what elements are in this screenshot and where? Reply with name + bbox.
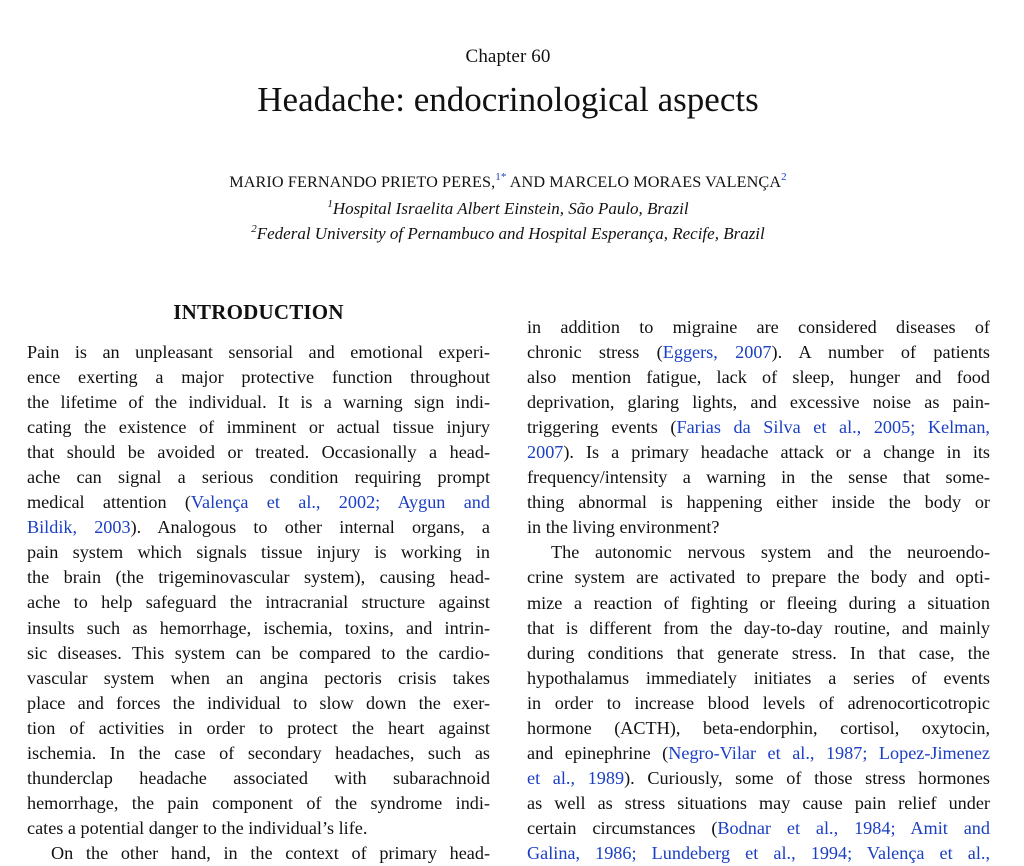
text-segment: The autonomic nervous system and the neuroendo- xyxy=(551,542,990,563)
text-line xyxy=(527,666,990,691)
citation-link[interactable]: 2007 xyxy=(527,442,564,463)
text-segment: sic diseases. This system can be compared to the cardio- xyxy=(27,642,490,663)
citation-link[interactable]: Bodnar et al., 1984; Amit and xyxy=(717,817,990,838)
citation-link[interactable]: et al., 1989 xyxy=(527,767,625,788)
citation-link[interactable]: Eggers, 2007 xyxy=(662,342,772,363)
affiliation-1-text: Hospital Israelita Albert Einstein, São Paulo, Brazil xyxy=(332,199,689,218)
text-line xyxy=(527,641,990,666)
text-line xyxy=(27,641,490,666)
text-line xyxy=(27,590,490,615)
text-line xyxy=(27,616,490,641)
text-line xyxy=(527,816,990,841)
text-segment: ). A number of patients xyxy=(771,342,990,363)
text-segment: ). Analogous to other internal organs, a xyxy=(130,517,490,538)
text-line xyxy=(527,691,990,716)
text-line xyxy=(527,490,990,515)
text-segment: chronic stress ( xyxy=(527,342,663,363)
text-line xyxy=(527,465,990,490)
text-line xyxy=(527,591,990,616)
affiliation-2-number: 2 xyxy=(251,223,257,235)
text-segment: crine system are activated to prepare the body and opti- xyxy=(527,567,990,588)
text-line xyxy=(527,540,990,565)
chapter-title: Headache: endocrinological aspects xyxy=(257,80,759,119)
citation-link[interactable]: Valença et al., 2002; Aygun and xyxy=(190,492,490,513)
text-segment: ischemia. In the case of secondary headaches, such as xyxy=(27,742,490,763)
text-line xyxy=(527,390,990,415)
text-segment: in addition to migraine are considered diseases of xyxy=(527,317,990,337)
text-line xyxy=(27,365,490,390)
affiliation-1 xyxy=(0,199,1016,219)
text-line xyxy=(27,490,490,515)
text-segment: deprivation, glaring lights, and excessive noise as pain- xyxy=(527,392,990,413)
text-segment: place and forces the individual to slow down the exer- xyxy=(27,692,490,713)
chapter-number: Chapter 60 xyxy=(465,46,551,67)
text-line xyxy=(27,540,490,565)
text-line xyxy=(527,565,990,590)
text-line xyxy=(527,616,990,641)
text-line xyxy=(527,841,990,866)
text-line xyxy=(527,415,990,440)
text-line xyxy=(27,766,490,791)
section-heading-introduction: INTRODUCTION xyxy=(173,300,344,324)
text-line xyxy=(527,515,990,540)
text-segment: and epinephrine ( xyxy=(527,742,669,763)
text-segment: also mention fatigue, lack of sleep, hunger and food xyxy=(527,367,990,388)
text-line xyxy=(27,415,490,440)
text-segment: ). Curiously, some of those stress hormones xyxy=(624,767,990,788)
right-text-column xyxy=(527,315,990,866)
text-line xyxy=(27,565,490,590)
affiliation-1-number: 1 xyxy=(327,198,333,210)
text-segment: that should be avoided or treated. Occasionally a head- xyxy=(27,442,490,463)
text-line xyxy=(527,440,990,465)
text-line xyxy=(27,816,490,841)
text-segment: the brain (the trigeminovascular system), causing head- xyxy=(27,567,490,588)
text-segment: ache can signal a serious condition requiring prompt xyxy=(27,467,490,488)
citation-link[interactable]: Negro-Vilar et al., 1987; Lopez-Jimenez xyxy=(668,742,990,763)
text-segment: medical attention ( xyxy=(27,492,191,513)
text-segment: as well as stress situations may cause pain relief under xyxy=(527,792,990,813)
author-1-name: MARIO FERNANDO PRIETO PERES, xyxy=(229,173,496,191)
text-segment: On the other hand, in the context of primary head- xyxy=(51,842,490,863)
text-line xyxy=(527,716,990,741)
text-line xyxy=(527,741,990,766)
text-segment: mize a reaction of fighting or fleeing during a situation xyxy=(527,592,990,613)
text-line xyxy=(27,390,490,415)
text-segment: in order to increase blood levels of adrenocorticotropic xyxy=(527,692,990,713)
text-segment: ence exerting a major protective function throughout xyxy=(27,367,490,388)
author-2-name: AND MARCELO MORAES VALENÇA xyxy=(509,173,782,191)
text-segment: cating the existence of imminent or actual tissue injury xyxy=(27,417,490,438)
text-segment: the lifetime of the individual. It is a warning sign indi- xyxy=(27,392,490,413)
text-line xyxy=(27,465,490,490)
text-segment: tion of activities in order to protect the heart against xyxy=(27,717,490,738)
text-line xyxy=(27,741,490,766)
text-line xyxy=(27,841,490,866)
text-line xyxy=(27,440,490,465)
text-segment: hormone (ACTH), beta-endorphin, cortisol, oxytocin, xyxy=(527,717,990,738)
text-line xyxy=(27,691,490,716)
text-segment: triggering events ( xyxy=(527,417,677,438)
text-segment: that is different from the day-to-day routine, and mainly xyxy=(527,617,990,638)
text-segment: pain system which signals tissue injury is working in xyxy=(27,542,490,563)
text-line xyxy=(527,340,990,365)
text-segment: ache to help safeguard the intracranial structure against xyxy=(27,592,490,613)
text-line xyxy=(527,791,990,816)
text-segment: cates a potential danger to the individual’s life. xyxy=(27,817,368,838)
citation-link[interactable]: Galina, 1986; Lundeberg et al., 1994; Valença et al., xyxy=(527,842,990,863)
text-line xyxy=(27,666,490,691)
affiliation-2-text: Federal University of Pernambuco and Hospital Esperança, Recife, Brazil xyxy=(256,224,765,243)
text-segment: vascular system when an angina pectoris crisis takes xyxy=(27,667,490,688)
author-1-affiliation-mark[interactable]: 1* xyxy=(495,171,507,183)
text-segment: frequency/intensity a warning in the sense that some- xyxy=(527,467,990,488)
text-segment: certain circumstances ( xyxy=(527,817,718,838)
text-line xyxy=(527,315,990,340)
author-2-affiliation-mark[interactable]: 2 xyxy=(781,171,787,183)
text-segment: thing abnormal is happening either inside the body or xyxy=(527,492,990,513)
text-line xyxy=(527,365,990,390)
text-segment: Pain is an unpleasant sensorial and emotional experi- xyxy=(27,342,490,362)
text-line xyxy=(527,766,990,791)
text-segment: hemorrhage, the pain component of the syndrome indi- xyxy=(27,792,490,813)
text-line xyxy=(27,716,490,741)
text-line xyxy=(27,791,490,816)
text-line xyxy=(27,515,490,540)
left-text-column xyxy=(27,340,490,866)
text-segment: during conditions that generate stress. In that case, the xyxy=(527,642,990,663)
text-segment: thunderclap headache associated with subarachnoid xyxy=(27,767,490,788)
text-segment: in the living environment? xyxy=(527,517,720,538)
text-segment: hypothalamus immediately initiates a series of events xyxy=(527,667,990,688)
text-segment: ). Is a primary headache attack or a change in its xyxy=(563,442,990,463)
text-line xyxy=(27,340,490,365)
citation-link[interactable]: Bildik, 2003 xyxy=(27,517,131,538)
affiliation-2 xyxy=(0,224,1016,244)
author-line xyxy=(0,173,1016,192)
text-segment: insults such as hemorrhage, ischemia, toxins, and intrin- xyxy=(27,617,490,638)
citation-link[interactable]: Farias da Silva et al., 2005; Kelman, xyxy=(676,417,990,438)
